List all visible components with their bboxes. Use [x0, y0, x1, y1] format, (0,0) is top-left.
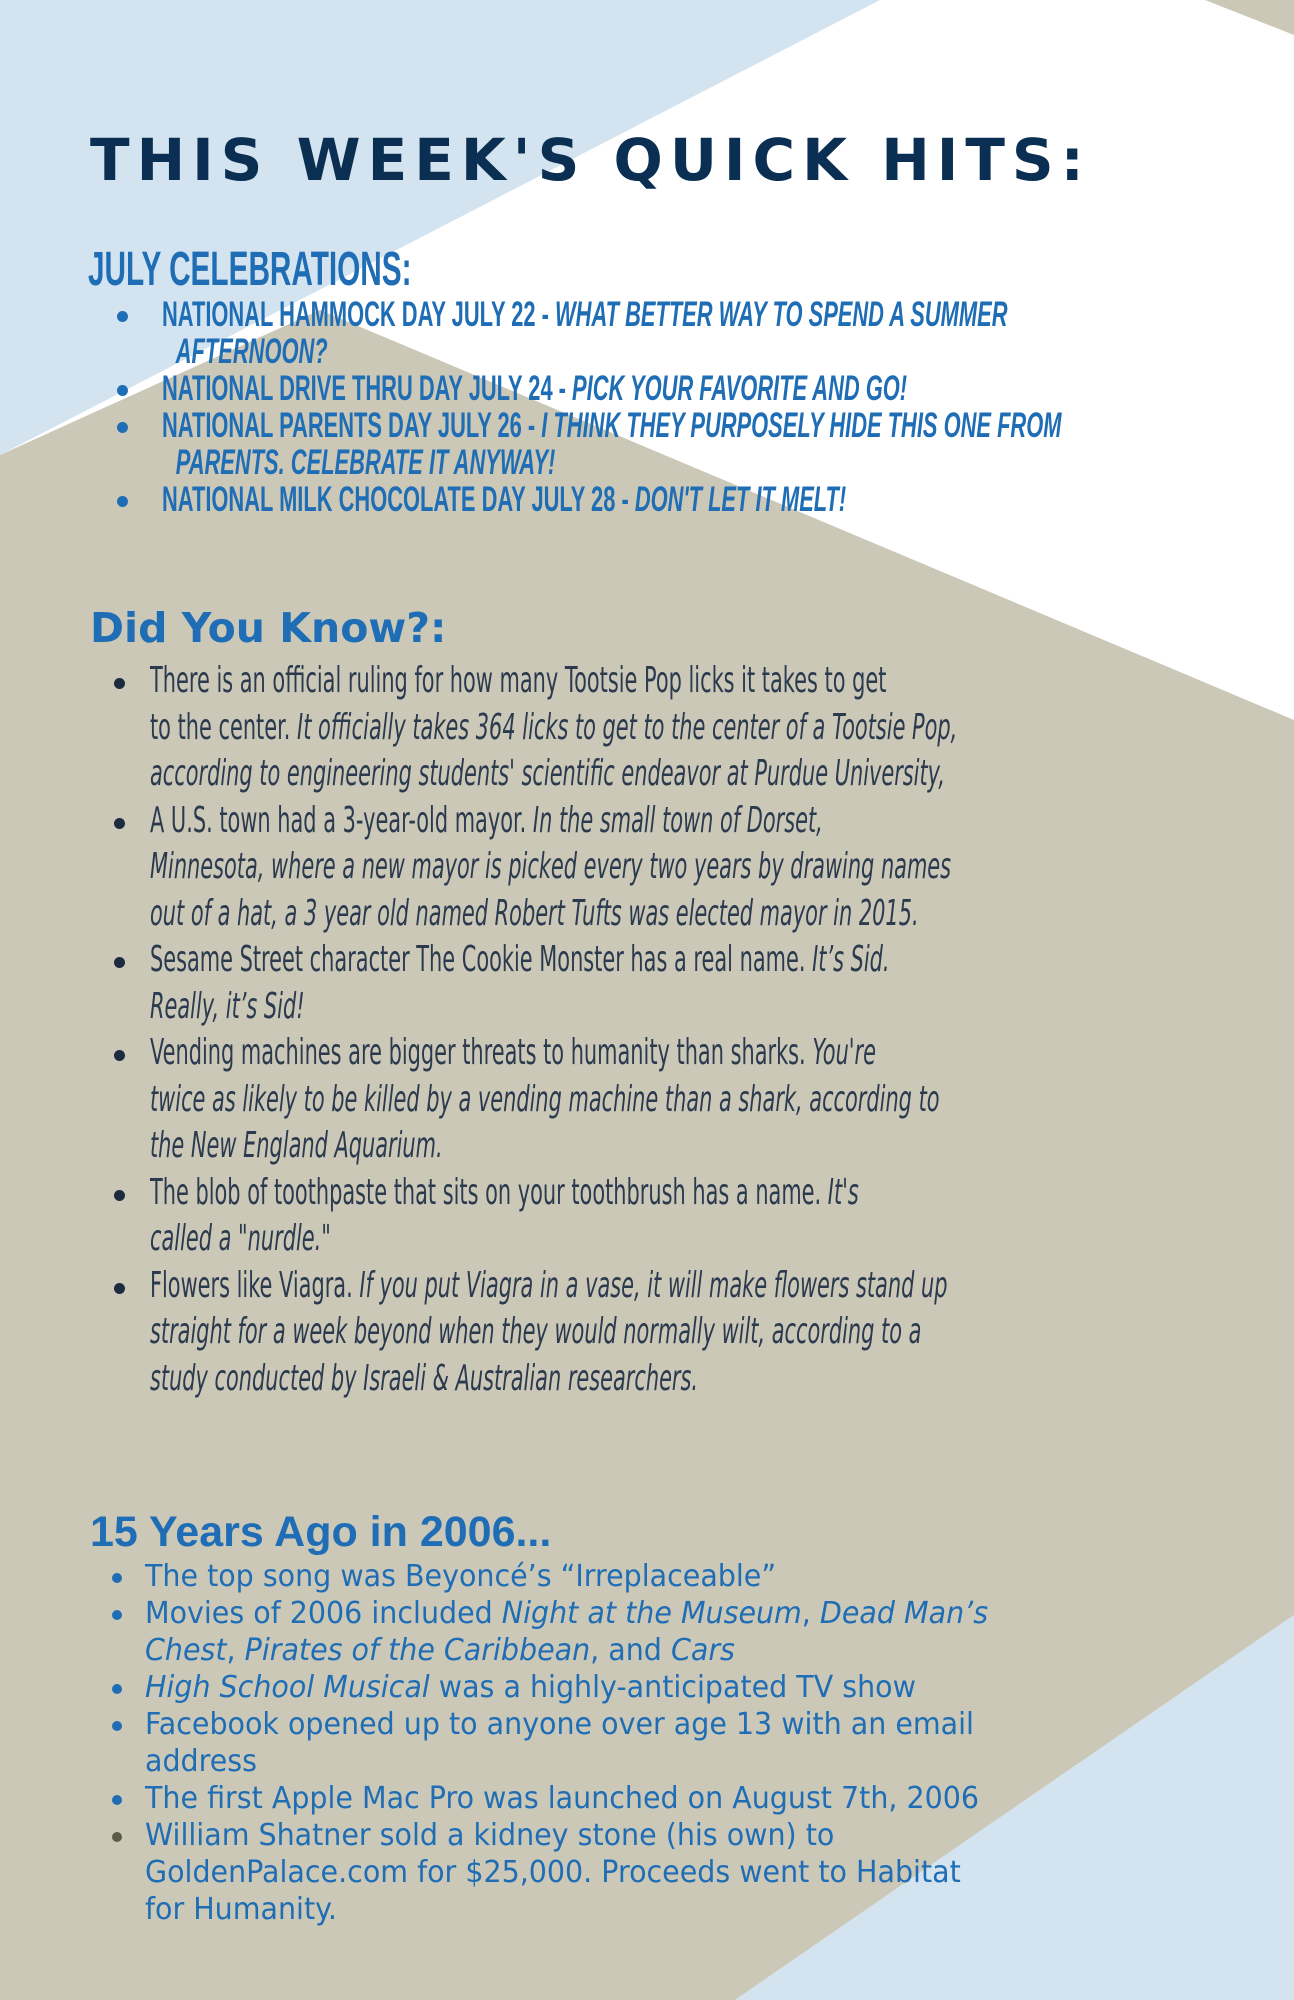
list-item-line — [150, 1263, 948, 1310]
list-item — [108, 1595, 1208, 1669]
fact-detail: Minnesota, where a new mayor is picked every two years by drawing names — [150, 846, 952, 887]
list-item-line — [145, 1632, 1155, 1669]
year-fact-text: , and — [590, 1633, 671, 1668]
fact-detail: It’s Sid. — [812, 939, 890, 980]
fact-text: Sesame Street character The Cookie Monster has a real name. — [150, 939, 813, 980]
fact-detail: the New England Aquarium. — [150, 1125, 443, 1166]
list-item — [110, 296, 1230, 370]
fact-detail: called a "nurdle." — [150, 1218, 331, 1259]
fifteen-years-ago-list — [108, 1558, 1208, 1928]
list-item-line — [150, 1030, 876, 1077]
fact-detail: If you put Viagra in a vase, it will make flowers stand up — [359, 1264, 948, 1306]
list-item — [110, 407, 1230, 481]
year-fact-text: William Shatner sold a kidney stone (his own) to — [145, 1818, 835, 1853]
list-item-line — [162, 369, 908, 408]
list-item — [108, 1170, 1208, 1263]
list-item — [108, 1669, 1208, 1706]
show-title: High School Musical — [145, 1670, 430, 1705]
list-item — [108, 1780, 1208, 1817]
fact-detail: twice as likely to be killed by a vending machine than a shark, according to — [150, 1078, 940, 1120]
list-item — [108, 937, 1208, 1030]
celebration-name: NATIONAL HAMMOCK DAY JULY 22 - — [162, 295, 556, 334]
year-fact-text: , — [801, 1596, 820, 1631]
list-item-line — [150, 798, 823, 845]
year-fact-text: address — [145, 1744, 257, 1779]
list-item-line — [150, 937, 890, 984]
july-celebrations-list — [110, 296, 1230, 518]
movie-title: Dead Man’s — [819, 1596, 989, 1631]
list-item — [108, 1030, 1208, 1170]
did-you-know-list — [108, 658, 1208, 1402]
year-fact-text: for Humanity. — [145, 1892, 337, 1927]
celebration-name: NATIONAL DRIVE THRU DAY JULY 24 - — [162, 369, 573, 408]
list-item-line — [150, 705, 958, 752]
list-item — [108, 1558, 1208, 1595]
fact-detail: In the small town of Dorset, — [532, 799, 823, 841]
july-celebrations-heading: JULY CELEBRATIONS: — [88, 243, 412, 296]
fact-text: to the center. — [150, 706, 298, 748]
fact-detail: You're — [812, 1032, 876, 1073]
celebration-note: DON'T LET IT MELT! — [634, 480, 847, 519]
list-item-line — [145, 1669, 1155, 1706]
list-item-line — [162, 480, 847, 519]
fact-detail: straight for a week beyond when they would normally wilt, according to a — [150, 1311, 922, 1352]
movie-title: Night at the Museum — [501, 1596, 802, 1631]
fact-text: A U.S. town had a 3-year-old mayor. — [150, 799, 533, 841]
year-fact-text: was a highly-anticipated TV show — [429, 1670, 916, 1705]
movie-title: Cars — [670, 1633, 735, 1668]
celebration-name: NATIONAL PARENTS DAY JULY 26 - — [162, 406, 542, 445]
year-fact-text: Movies of 2006 included — [145, 1596, 502, 1631]
fact-detail: according to engineering students' scientific endeavor at Purdue University, — [150, 753, 946, 794]
celebration-note: PICK YOUR FAVORITE AND GO! — [572, 369, 908, 408]
page-title: THIS WEEK'S QUICK HITS: — [90, 126, 1091, 194]
fact-detail: It's — [827, 1171, 859, 1213]
fact-text: There is an official ruling for how many Tootsie Pop licks it takes to get — [150, 660, 887, 701]
year-fact-text: The top song was Beyoncé’s “Irreplaceable” — [145, 1559, 777, 1594]
list-item — [108, 1706, 1208, 1780]
list-item-line — [145, 1595, 1155, 1632]
list-item — [110, 370, 1230, 407]
celebration-note: I THINK THEY PURPOSELY HIDE THIS ONE FROM — [541, 406, 1062, 445]
year-fact-text: Facebook opened up to anyone over age 13 with an email — [145, 1707, 974, 1742]
celebration-note: PARENTS. CELEBRATE IT ANYWAY! — [175, 443, 556, 482]
celebration-note: AFTERNOON? — [175, 332, 328, 371]
year-fact-text: , — [226, 1633, 245, 1668]
list-item — [108, 1263, 1208, 1403]
list-item-line — [162, 295, 1008, 334]
movie-title: Pirates of the Caribbean — [244, 1633, 591, 1668]
fact-detail: It officially takes 364 licks to get to the center of a Tootsie Pop, — [297, 706, 958, 748]
did-you-know-heading: Did You Know?: — [90, 604, 447, 652]
fact-text: Flowers like Viagra. — [150, 1264, 360, 1306]
fact-text: The blob of toothpaste that sits on your toothbrush has a name. — [150, 1171, 828, 1213]
list-item — [108, 798, 1208, 938]
fact-detail: Really, it’s Sid! — [150, 985, 305, 1027]
fact-detail: out of a hat, a 3 year old named Robert Tufts was elected mayor in 2015. — [150, 892, 919, 934]
year-fact-text: The first Apple Mac Pro was launched on August 7th, 2006 — [145, 1781, 980, 1816]
fact-text: Vending machines are bigger threats to humanity than sharks. — [150, 1032, 813, 1073]
celebration-name: NATIONAL MILK CHOCOLATE DAY JULY 28 - — [162, 480, 635, 519]
list-item — [110, 481, 1230, 518]
fifteen-years-ago-heading: 15 Years Ago in 2006... — [90, 1508, 552, 1556]
celebration-note: WHAT BETTER WAY TO SPEND A SUMMER — [555, 295, 1008, 334]
list-item — [108, 1817, 1208, 1928]
movie-title: Chest — [145, 1633, 227, 1668]
list-item — [108, 658, 1208, 798]
year-fact-text: GoldenPalace.com for $25,000. Proceeds went to Habitat — [145, 1855, 961, 1890]
fact-detail: study conducted by Israeli & Australian researchers. — [150, 1357, 699, 1399]
list-item-line — [162, 406, 1062, 445]
list-item-line — [150, 1170, 859, 1217]
